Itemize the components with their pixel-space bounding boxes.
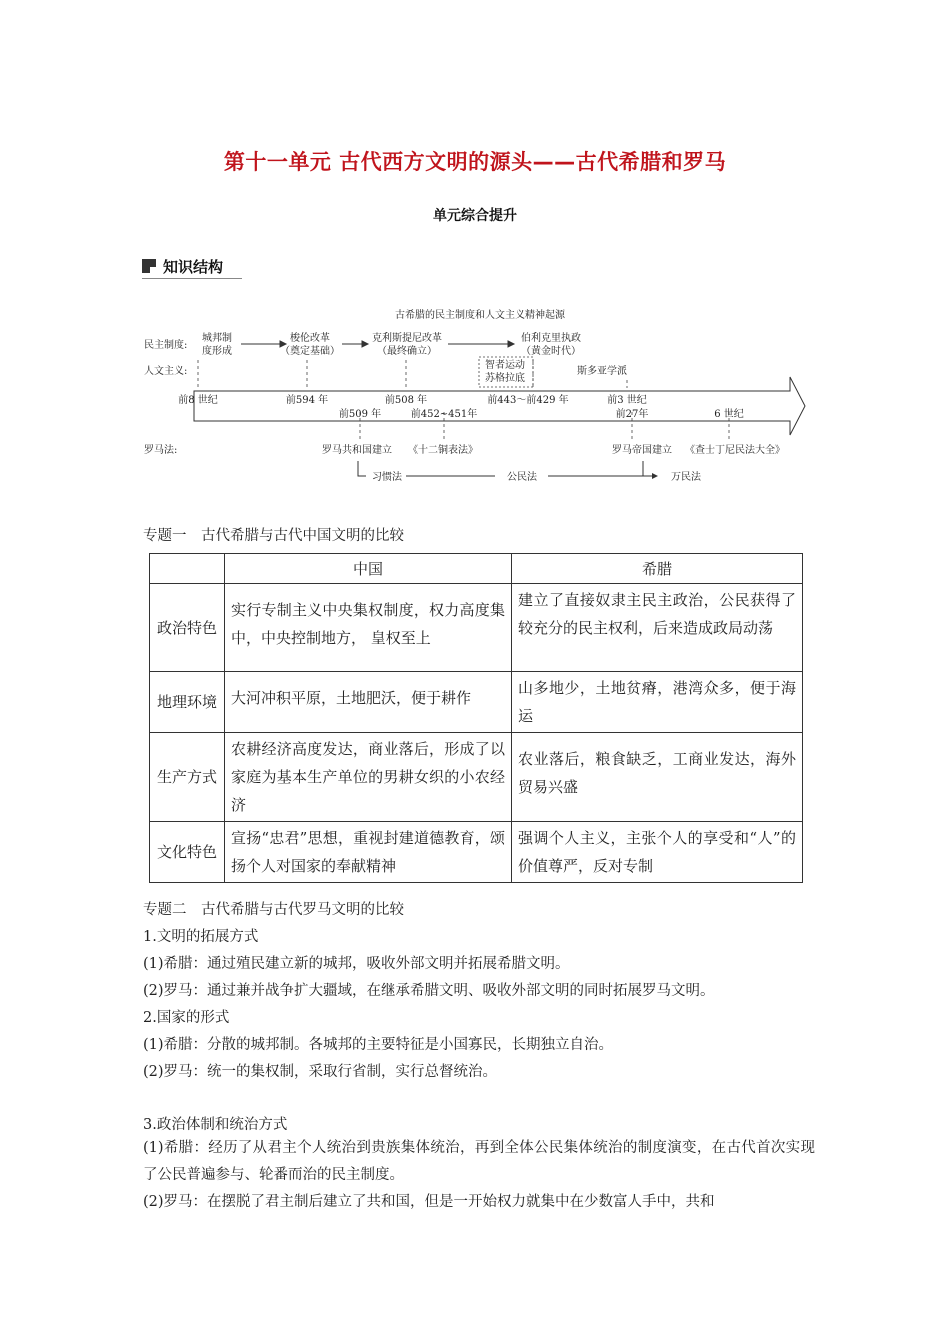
law-evolution-lines: [358, 461, 652, 476]
roman-event: 罗马帝国建立: [612, 445, 672, 456]
topic2-subheading: 3.政治体制和统治方式: [143, 1117, 288, 1133]
column-header-greece: 希腊: [512, 554, 803, 584]
row-label: 生产方式: [150, 733, 225, 822]
section-heading-label: 知识结构: [163, 258, 224, 276]
timeline-arrow: [194, 377, 805, 435]
year-label: 前3 世纪: [607, 395, 647, 406]
democracy-stage-note: （黄金时代）: [521, 346, 581, 357]
year-label: 前594 年: [285, 395, 329, 406]
law-type: 万民法: [671, 472, 701, 483]
page-title: 第十一单元 古代西方文明的源头——古代希腊和罗马: [223, 150, 727, 174]
topic2-subheading: 2.国家的形式: [143, 1010, 230, 1026]
law-type: 习惯法: [372, 472, 402, 483]
democracy-stage: 城邦制: [202, 333, 232, 344]
square-bullet-icon: [142, 259, 156, 273]
law-type: 公民法: [507, 472, 537, 483]
democracy-stage: 克利斯提尼改革: [372, 333, 442, 344]
democracy-stage-note: （最终确立）: [377, 346, 437, 357]
column-header-china: 中国: [225, 554, 512, 584]
timeline-diagram: [140, 300, 810, 490]
democracy-stage: 伯利克里执政: [521, 333, 581, 344]
greece-cell: 强调个人主义，主张个人的享受和“人”的价值尊严，反对专制: [512, 822, 803, 883]
topic2-point: (1)希腊：通过殖民建立新的城邦，吸收外部文明并拓展希腊文明。: [143, 956, 570, 972]
year-label: 前8 世纪: [178, 395, 218, 406]
table-corner-cell: [150, 554, 225, 584]
greece-cell: 山多地少，土地贫瘠，港湾众多，便于海运: [512, 672, 803, 733]
row-label-democracy: 民主制度:: [144, 340, 188, 351]
section-heading: [142, 256, 242, 279]
row-label-humanism: 人文主义:: [144, 366, 188, 377]
year-label: 前27年: [615, 409, 649, 420]
table-row: [150, 672, 803, 733]
greece-cell: 农业落后，粮食缺乏，工商业发达，海外贸易兴盛: [512, 733, 803, 822]
row-label-roman-law: 罗马法:: [144, 445, 178, 456]
democracy-stage: 梭伦改革: [290, 333, 330, 344]
humanism-item: 智者运动: [485, 360, 525, 371]
china-cell: 农耕经济高度发达，商业落后，形成了以家庭为基本生产单位的男耕女织的小农经济: [225, 733, 512, 822]
topic2-heading: 专题二 古代希腊与古代罗马文明的比较: [143, 902, 404, 918]
year-label: 6 世纪: [714, 409, 744, 420]
table-row: [150, 733, 803, 822]
china-cell: 大河冲积平原，土地肥沃，便于耕作: [225, 672, 512, 733]
topic2-point: (2)罗马：通过兼并战争扩大疆域，在继承希腊文明、吸收外部文明的同时拓展罗马文明。: [143, 983, 715, 999]
topic2-point: (1)希腊：分散的城邦制。各城邦的主要特征是小国寡民，长期独立自治。: [143, 1037, 614, 1053]
table-row: [150, 822, 803, 883]
topic2-paragraph: (1)希腊：经历了从君主个人统治到贵族集体统治，再到全体公民集体统治的制度演变，在古代首次实现了公民普遍参与、轮番而治的民主制度。: [143, 1140, 815, 1183]
china-cell: 宣扬“忠君”思想，重视封建道德教育，颂扬个人对国家的奉献精神: [225, 822, 512, 883]
roman-event: 《十二铜表法》: [408, 445, 478, 456]
page-subtitle: 单元综合提升: [433, 208, 517, 224]
comparison-table: [149, 553, 803, 883]
topic2-paragraph: (2)罗马：在摆脱了君主制后建立了共和国，但是一开始权力就集中在少数富人手中，共和: [143, 1194, 715, 1210]
topic1-heading: 专题一 古代希腊与古代中国文明的比较: [143, 528, 404, 544]
row-label: 政治特色: [150, 584, 225, 672]
diagram-caption: 古希腊的民主制度和人文主义精神起源: [395, 310, 565, 321]
roman-event: 《查士丁尼民法大全》: [685, 445, 785, 456]
humanism-item: 斯多亚学派: [577, 366, 627, 377]
china-cell: 实行专制主义中央集权制度，权力高度集中，中央控制地方， 皇权至上: [225, 584, 512, 672]
year-label: 前452~451年: [410, 409, 478, 420]
year-label: 前509 年: [338, 409, 382, 420]
democracy-stage-note: 度形成: [202, 346, 232, 357]
year-label: 前508 年: [384, 395, 428, 406]
humanism-item-note: 苏格拉底: [485, 373, 525, 384]
table-row: [150, 584, 803, 672]
row-label: 地理环境: [150, 672, 225, 733]
dashed-connectors: [198, 360, 729, 440]
topic2-subheading: 1.文明的拓展方式: [143, 929, 259, 945]
table-header-row: [150, 554, 803, 584]
roman-event: 罗马共和国建立: [322, 445, 392, 456]
year-label: 前443～前429 年: [487, 395, 569, 406]
democracy-stage-note: （奠定基础）: [280, 346, 340, 357]
row-label: 文化特色: [150, 822, 225, 883]
topic2-point: (2)罗马：统一的集权制，采取行省制，实行总督统治。: [143, 1064, 498, 1080]
arrow-head-icon: [652, 473, 658, 479]
greece-cell: 建立了直接奴隶主民主政治，公民获得了较充分的民主权利，后来造成政局动荡: [512, 584, 803, 672]
